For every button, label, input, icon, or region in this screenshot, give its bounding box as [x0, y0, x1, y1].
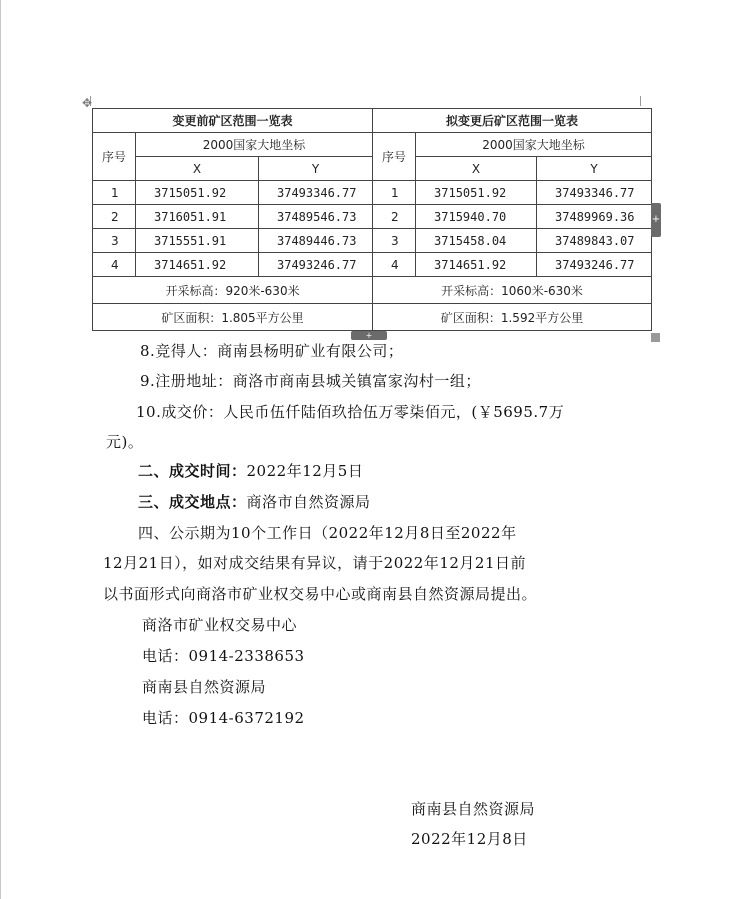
margin-mark-right [640, 96, 641, 106]
contact1-org: 商洛市矿业权交易中心 [142, 616, 298, 634]
after-x-value: 3714651.92 [416, 253, 537, 277]
deal-place-line [138, 491, 371, 512]
before-x-value: 3714651.92 [136, 253, 259, 277]
deal-time-heading: 二、成交时间： [138, 462, 247, 480]
before-x-value: 3716051.91 [136, 205, 259, 229]
after-index: 3 [373, 229, 416, 253]
before-x-value: 3715551.91 [136, 229, 259, 253]
contact2-phone: 电话：0914-6372192 [142, 709, 305, 727]
contact2-org: 商南县自然资源局 [142, 678, 267, 696]
address-line: 9.注册地址：商洛市商南县城关镇富家沟村一组； [140, 372, 481, 390]
before-x-header: X [136, 157, 259, 181]
notice-period-line: 四、公示期为10个工作日（2022年12月8日至2022年 [138, 524, 517, 542]
before-index: 1 [93, 181, 136, 205]
before-y-value: 37489546.73 [259, 205, 373, 229]
table-insert-column-icon[interactable]: + [351, 331, 387, 340]
table-row [93, 205, 652, 229]
before-elevation: 开采标高：920米-630米 [93, 277, 373, 304]
before-index: 4 [93, 253, 136, 277]
before-index: 2 [93, 205, 136, 229]
table-resize-handle-icon[interactable] [651, 333, 660, 342]
before-area: 矿区面积：1.805平方公里 [93, 304, 373, 331]
before-x-value: 3715051.92 [136, 181, 259, 205]
after-seq-header: 序号 [373, 133, 416, 181]
after-table-title: 拟变更后矿区范围一览表 [373, 109, 652, 133]
notice-period-line-2: 12月21日），如对成交结果有异议，请于2022年12月21日前 [103, 554, 527, 572]
notice-period-line-3: 以书面形式向商洛市矿业权交易中心或商南县自然资源局提出。 [103, 585, 538, 603]
deal-place-heading: 三、成交地点： [138, 493, 247, 511]
after-elevation: 开采标高：1060米-630米 [373, 277, 652, 304]
signature-org: 商南县自然资源局 [411, 800, 536, 818]
before-y-header: Y [259, 157, 373, 181]
before-coord-header: 2000国家大地坐标 [136, 133, 373, 157]
table-row [93, 181, 652, 205]
table-insert-row-icon[interactable]: + [651, 203, 661, 237]
page-left-edge [0, 0, 1, 899]
after-index: 1 [373, 181, 416, 205]
before-index: 3 [93, 229, 136, 253]
before-seq-header: 序号 [93, 133, 136, 181]
price-line-cont: 元)。 [106, 433, 144, 451]
after-y-value: 37493346.77 [537, 181, 652, 205]
after-area: 矿区面积：1.592平方公里 [373, 304, 652, 331]
after-y-value: 37489969.36 [537, 205, 652, 229]
after-y-value: 37489843.07 [537, 229, 652, 253]
deal-time-value: 2022年12月5日 [246, 462, 364, 480]
after-x-header: X [416, 157, 537, 181]
before-y-value: 37489446.73 [259, 229, 373, 253]
mining-area-table [92, 108, 652, 331]
table-row [93, 229, 652, 253]
after-x-value: 3715051.92 [416, 181, 537, 205]
before-table-title: 变更前矿区范围一览表 [93, 109, 373, 133]
deal-place-value: 商洛市自然资源局 [246, 493, 371, 511]
after-index: 4 [373, 253, 416, 277]
contact1-phone: 电话：0914-2338653 [142, 647, 305, 665]
table-row [93, 253, 652, 277]
price-line: 10.成交价：人民币伍仟陆佰玖拾伍万零柒佰元，(￥5695.7万 [136, 403, 565, 421]
before-y-value: 37493246.77 [259, 253, 373, 277]
winner-line: 8.竞得人：商南县杨明矿业有限公司； [140, 342, 404, 360]
after-x-value: 3715940.70 [416, 205, 537, 229]
after-index: 2 [373, 205, 416, 229]
after-y-value: 37493246.77 [537, 253, 652, 277]
table-move-handle-icon[interactable]: ✥ [81, 96, 93, 110]
deal-time-line [138, 460, 363, 481]
after-coord-header: 2000国家大地坐标 [416, 133, 652, 157]
after-x-value: 3715458.04 [416, 229, 537, 253]
before-y-value: 37493346.77 [259, 181, 373, 205]
after-y-header: Y [537, 157, 652, 181]
signature-date: 2022年12月8日 [411, 830, 528, 848]
